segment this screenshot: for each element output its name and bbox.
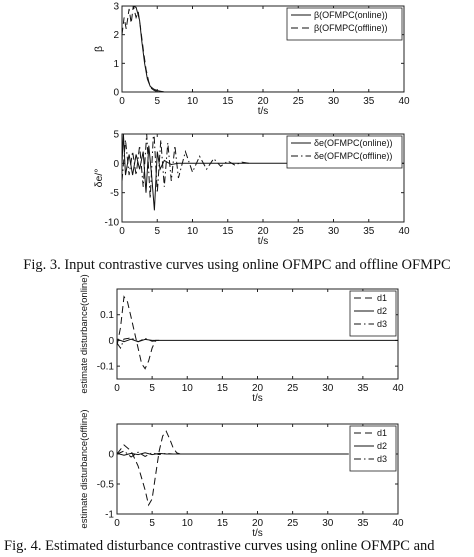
x-tick-label: 40 bbox=[398, 96, 410, 107]
x-axis-label: t/s bbox=[257, 106, 269, 117]
x-tick-label: 15 bbox=[216, 383, 228, 394]
y-axis-label: β bbox=[93, 45, 105, 53]
chart-1 bbox=[93, 2, 410, 118]
y-tick-label: 0 bbox=[113, 87, 119, 99]
legend bbox=[287, 136, 402, 168]
y-tick-label: -1 bbox=[105, 509, 114, 521]
y-tick-label: -5 bbox=[110, 188, 119, 200]
x-tick-label: 35 bbox=[357, 383, 369, 394]
x-tick-label: 10 bbox=[186, 226, 199, 237]
x-tick-label: 0 bbox=[114, 518, 120, 529]
legend-label-2: d2 bbox=[377, 306, 388, 316]
x-tick-label: 40 bbox=[398, 226, 410, 237]
y-tick-label: 5 bbox=[113, 129, 119, 141]
x-tick-label: 5 bbox=[149, 518, 155, 529]
x-tick-label: 30 bbox=[327, 226, 340, 237]
x-axis-label: t/s bbox=[252, 393, 263, 404]
x-axis-label: t/s bbox=[257, 236, 269, 247]
x-tick-label: 20 bbox=[251, 518, 264, 529]
x-tick-label: 30 bbox=[322, 518, 334, 529]
x-tick-label: 40 bbox=[392, 518, 404, 529]
figure-4-caption: Fig. 4. Estimated disturbance contrastive curves using online OFMPC and bbox=[4, 538, 435, 554]
x-axis-label: t/s bbox=[252, 528, 263, 539]
legend-label-1: d1 bbox=[377, 293, 388, 303]
y-tick-label: 0.1 bbox=[100, 310, 114, 322]
x-tick-label: 15 bbox=[222, 96, 234, 107]
x-tick-label: 35 bbox=[363, 96, 375, 107]
chart-2 bbox=[93, 128, 410, 247]
x-tick-label: 10 bbox=[181, 518, 193, 529]
y-tick-label: 1 bbox=[113, 58, 119, 70]
y-tick-label: -10 bbox=[104, 217, 119, 229]
x-tick-label: 35 bbox=[357, 518, 369, 529]
legend-label-2: d2 bbox=[377, 441, 388, 451]
x-tick-label: 0 bbox=[114, 383, 120, 394]
x-tick-label: 40 bbox=[392, 383, 404, 394]
x-tick-label: 25 bbox=[292, 226, 304, 237]
legend-label-2: β(OFMPC(offline)) bbox=[314, 23, 388, 33]
legend-label-1: d1 bbox=[377, 428, 388, 438]
y-tick-label: 0 bbox=[108, 335, 114, 347]
chart-3 bbox=[79, 274, 404, 404]
y-tick-label: 2 bbox=[113, 30, 119, 42]
x-tick-label: 15 bbox=[222, 226, 234, 237]
x-tick-label: 20 bbox=[257, 226, 269, 237]
x-tick-label: 25 bbox=[287, 518, 299, 529]
x-tick-label: 5 bbox=[154, 96, 161, 107]
x-tick-label: 25 bbox=[287, 383, 299, 394]
x-tick-label: 20 bbox=[251, 383, 264, 394]
legend-label-2: δe(OFMPC(offline)) bbox=[314, 151, 393, 161]
x-tick-label: 15 bbox=[216, 518, 228, 529]
y-axis-label: estimate disturbance(online) bbox=[79, 274, 90, 394]
x-tick-label: 35 bbox=[363, 226, 375, 237]
x-tick-label: 25 bbox=[292, 96, 304, 107]
x-tick-label: 5 bbox=[154, 226, 161, 237]
x-tick-label: 0 bbox=[119, 226, 125, 237]
y-tick-label: -0.5 bbox=[96, 479, 114, 491]
x-tick-label: 10 bbox=[181, 383, 193, 394]
legend bbox=[287, 8, 402, 40]
chart-4 bbox=[79, 409, 404, 539]
x-tick-label: 20 bbox=[257, 96, 269, 107]
x-tick-label: 0 bbox=[119, 96, 125, 107]
x-tick-label: 10 bbox=[186, 96, 199, 107]
x-tick-label: 30 bbox=[322, 383, 334, 394]
legend bbox=[350, 291, 396, 336]
y-tick-label: 0 bbox=[108, 449, 114, 461]
figure-3-caption: Fig. 3. Input contrastive curves using online OFMPC and offline OFMPC bbox=[23, 257, 451, 273]
x-tick-label: 5 bbox=[149, 383, 155, 394]
x-tick-label: 30 bbox=[327, 96, 340, 107]
y-tick-label: 3 bbox=[113, 1, 119, 13]
legend-label-3: d3 bbox=[377, 454, 388, 464]
legend bbox=[350, 426, 396, 471]
y-tick-label: 0 bbox=[113, 158, 119, 170]
legend-label-3: d3 bbox=[377, 319, 388, 329]
y-axis-label: estimate disturbance(offline) bbox=[79, 409, 90, 529]
legend-label-1: δe(OFMPC(online)) bbox=[314, 138, 393, 148]
legend-label-1: β(OFMPC(online)) bbox=[314, 10, 388, 20]
y-tick-label: -0.1 bbox=[96, 361, 114, 373]
y-axis-label: δe/° bbox=[93, 168, 105, 188]
